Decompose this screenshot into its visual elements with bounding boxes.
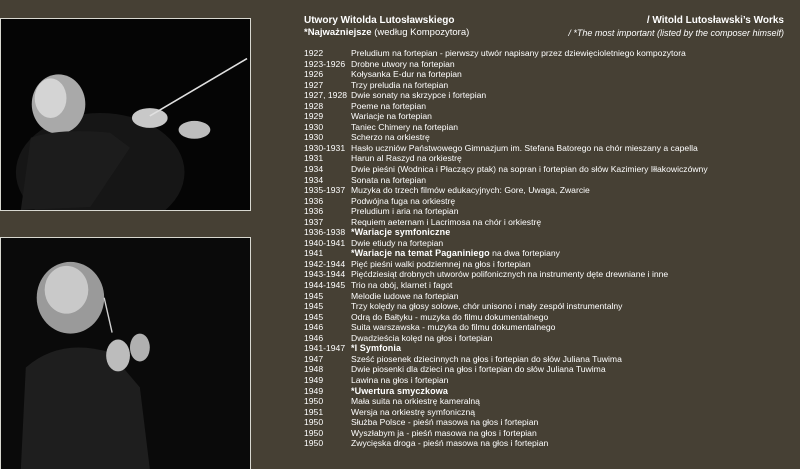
list-item bbox=[304, 354, 794, 365]
work-year: 1942-1944 bbox=[304, 258, 346, 269]
list-item bbox=[304, 111, 794, 122]
work-title bbox=[351, 206, 458, 217]
work-title bbox=[351, 175, 426, 186]
list-item bbox=[304, 143, 794, 154]
work-title-rest: na dwa fortepiany bbox=[489, 248, 560, 259]
work-title-text: Podwójna fuga na orkiestrę bbox=[351, 195, 456, 206]
work-title-text: Trzy kolędy na głosy solowe, chór unisono i mały zespół instrumentalny bbox=[351, 301, 623, 312]
work-title bbox=[351, 122, 458, 133]
page-title-en: / Witold Lutosławski’s Works bbox=[646, 15, 784, 26]
work-title bbox=[351, 90, 486, 101]
work-year: 1930 bbox=[304, 121, 324, 132]
list-item bbox=[304, 375, 794, 386]
work-year: 1929 bbox=[304, 111, 324, 122]
work-year: 1936-1938 bbox=[304, 227, 346, 238]
work-title-text: Odrą do Bałtyku - muzyka do filmu dokumentalnego bbox=[351, 311, 549, 322]
list-item bbox=[304, 59, 794, 70]
list-item bbox=[304, 301, 794, 312]
list-item bbox=[304, 90, 794, 101]
work-title-text: Trio na obój, klarnet i fagot bbox=[351, 280, 453, 291]
work-title bbox=[351, 80, 448, 91]
work-title-text: Służba Polsce - pieśń masowa na głos i fortepian bbox=[351, 417, 539, 428]
work-title bbox=[351, 280, 452, 291]
work-title bbox=[351, 185, 590, 196]
work-title bbox=[351, 238, 443, 249]
work-year: 1926 bbox=[304, 69, 324, 80]
work-title bbox=[351, 217, 541, 228]
work-title bbox=[351, 248, 560, 259]
work-title bbox=[351, 259, 531, 270]
work-title-text: Dwie etiudy na fortepian bbox=[351, 237, 444, 248]
list-item bbox=[304, 80, 794, 91]
work-year: 1946 bbox=[304, 332, 324, 343]
work-title-text: Wersja na orkiestrę symfoniczną bbox=[351, 406, 476, 417]
list-item bbox=[304, 217, 794, 228]
work-title bbox=[351, 69, 462, 80]
list-item bbox=[304, 122, 794, 133]
subtitle-en: / *The most important (listed by the composer himself) bbox=[568, 28, 784, 38]
list-item bbox=[304, 238, 794, 249]
work-title bbox=[351, 59, 455, 70]
work-year: 1951 bbox=[304, 406, 324, 417]
work-title bbox=[351, 396, 480, 407]
work-year: 1950 bbox=[304, 417, 324, 428]
work-title bbox=[351, 333, 492, 344]
work-title-text: Taniec Chimery na fortepian bbox=[351, 121, 458, 132]
work-year: 1945 bbox=[304, 311, 324, 322]
work-title bbox=[351, 143, 698, 154]
list-item bbox=[304, 196, 794, 207]
list-item bbox=[304, 386, 794, 397]
work-title-text: Scherzo na orkiestrę bbox=[351, 132, 430, 143]
subtitle-pl-important: *Najważniejsze bbox=[304, 27, 372, 38]
work-title-text: Requiem aeternam i Lacrimosa na chór i orkiestrę bbox=[351, 216, 542, 227]
work-title-text: Kołysanka E-dur na fortepian bbox=[351, 69, 462, 80]
work-title-text: Dwie pieśni (Wodnica i Płaczący ptak) na sopran i fortepian do słów Kazimiery Iłłakowiczówny bbox=[351, 164, 708, 175]
work-title bbox=[351, 312, 548, 323]
list-item bbox=[304, 48, 794, 59]
work-title-text: Poeme na fortepian bbox=[351, 100, 427, 111]
work-title-text: Dwie sonaty na skrzypce i fortepian bbox=[351, 90, 487, 101]
works-list bbox=[304, 48, 794, 449]
work-year: 1935-1937 bbox=[304, 185, 346, 196]
work-title-text: Sonata na fortepian bbox=[351, 174, 427, 185]
work-title-text: Preludium na fortepian - pierwszy utwór napisany przez dziewięcioletniego kompozytora bbox=[351, 48, 686, 58]
work-title-text: Pięćdziesiąt drobnych utworów polifonicznych na instrumenty dęte drewniane i inne bbox=[351, 269, 669, 280]
work-title bbox=[351, 375, 448, 386]
work-year: 1944-1945 bbox=[304, 280, 346, 291]
work-year: 1931 bbox=[304, 153, 324, 164]
list-item bbox=[304, 227, 794, 238]
list-item bbox=[304, 333, 794, 344]
work-year: 1947 bbox=[304, 353, 324, 364]
work-title-text: Muzyka do trzech filmów edukacyjnych: Gore, Uwaga, Zwarcie bbox=[351, 185, 590, 196]
conductor-photo-bottom bbox=[0, 237, 251, 469]
list-item bbox=[304, 438, 794, 449]
list-item bbox=[304, 153, 794, 164]
work-year: 1928 bbox=[304, 100, 324, 111]
work-title-text: Zwycięska droga - pieśń masowa na głos i fortepian bbox=[351, 438, 549, 449]
list-item bbox=[304, 269, 794, 280]
work-year: 1945 bbox=[304, 290, 324, 301]
work-year: 1936 bbox=[304, 206, 324, 217]
list-item bbox=[304, 175, 794, 186]
work-title-text: Dwadzieścia kolęd na głos i fortepian bbox=[351, 332, 493, 343]
list-item bbox=[304, 101, 794, 112]
work-title bbox=[351, 48, 686, 59]
work-title-text: Mała suita na orkiestrę kameralną bbox=[351, 396, 480, 407]
work-year: 1940-1941 bbox=[304, 237, 346, 248]
work-title bbox=[351, 438, 548, 449]
work-year: 1936 bbox=[304, 195, 324, 206]
work-year: 1927, 1928 bbox=[304, 90, 348, 101]
list-item bbox=[304, 417, 794, 428]
work-title bbox=[351, 227, 450, 238]
work-title-important: *Uwertura smyczkowa bbox=[351, 385, 448, 396]
work-title bbox=[351, 291, 459, 302]
work-title bbox=[351, 153, 462, 164]
list-item bbox=[304, 396, 794, 407]
work-title-text: Wyszłabym ja - pieśń masowa na głos i fortepian bbox=[351, 427, 537, 438]
list-item bbox=[304, 364, 794, 375]
work-title-important: *I Symfonia bbox=[351, 343, 402, 354]
subtitle-pl-note: (według Kompozytora) bbox=[374, 27, 470, 38]
list-item bbox=[304, 259, 794, 270]
work-title bbox=[351, 111, 432, 122]
page-title-pl: Utwory Witolda Lutosławskiego bbox=[304, 15, 455, 26]
work-year: 1941 bbox=[304, 248, 324, 259]
work-title bbox=[351, 269, 668, 280]
work-title bbox=[351, 322, 555, 333]
work-title bbox=[351, 354, 622, 365]
list-item bbox=[304, 132, 794, 143]
work-year: 1923-1926 bbox=[304, 58, 346, 69]
work-year: 1949 bbox=[304, 374, 324, 385]
work-year: 1927 bbox=[304, 79, 324, 90]
work-year: 1945 bbox=[304, 301, 324, 312]
list-item bbox=[304, 312, 794, 323]
list-item bbox=[304, 322, 794, 333]
list-item bbox=[304, 248, 794, 259]
work-year: 1930 bbox=[304, 132, 324, 143]
list-item bbox=[304, 69, 794, 80]
work-title-text: Trzy preludia na fortepian bbox=[351, 79, 449, 90]
work-year: 1950 bbox=[304, 438, 324, 449]
work-title-text: Dwie piosenki dla dzieci na głos i fortepian do słów Juliana Tuwima bbox=[351, 364, 606, 375]
work-title-text: Preludium i aria na fortepian bbox=[351, 206, 459, 217]
work-title-text: Hasło uczniów Państwowego Gimnazjum im. Stefana Batorego na chór mieszany a capella bbox=[351, 142, 698, 153]
work-title bbox=[351, 301, 622, 312]
list-item bbox=[304, 280, 794, 291]
work-year: 1948 bbox=[304, 364, 324, 375]
work-title-text: Suita warszawska - muzyka do filmu dokumentalnego bbox=[351, 322, 556, 333]
work-title bbox=[351, 196, 455, 207]
work-year: 1930-1931 bbox=[304, 142, 346, 153]
work-year: 1934 bbox=[304, 164, 324, 175]
work-title-important: *Wariacje symfoniczne bbox=[351, 227, 451, 238]
list-item bbox=[304, 343, 794, 354]
list-item bbox=[304, 185, 794, 196]
work-year: 1950 bbox=[304, 427, 324, 438]
work-title bbox=[351, 428, 537, 439]
work-title bbox=[351, 407, 475, 418]
work-title bbox=[351, 364, 606, 375]
work-year: 1937 bbox=[304, 216, 324, 227]
work-title-text: Pięć pieśni walki podziemnej na głos i fortepian bbox=[351, 258, 531, 269]
work-title-text: Lawina na głos i fortepian bbox=[351, 374, 449, 385]
work-year: 1941-1947 bbox=[304, 343, 346, 354]
list-item bbox=[304, 164, 794, 175]
work-title-text: Harun al Raszyd na orkiestrę bbox=[351, 153, 462, 164]
list-item bbox=[304, 291, 794, 302]
work-year: 1934 bbox=[304, 174, 324, 185]
work-year: 1943-1944 bbox=[304, 269, 346, 280]
work-title bbox=[351, 386, 448, 397]
work-title-text: Drobne utwory na fortepian bbox=[351, 58, 455, 69]
work-title bbox=[351, 343, 401, 354]
work-year: 1949 bbox=[304, 385, 324, 396]
header-english bbox=[524, 15, 784, 39]
work-year: 1950 bbox=[304, 396, 324, 407]
work-year: 1922 bbox=[304, 48, 324, 58]
work-title-text: Melodie ludowe na fortepian bbox=[351, 290, 459, 301]
work-title-important: *Wariacje na temat Paganiniego bbox=[351, 248, 490, 259]
list-item bbox=[304, 206, 794, 217]
work-title bbox=[351, 101, 426, 112]
work-title bbox=[351, 417, 538, 428]
work-year: 1946 bbox=[304, 322, 324, 333]
work-title-text: Sześć piosenek dziecinnych na głos i fortepian do słów Juliana Tuwima bbox=[351, 353, 622, 364]
list-item bbox=[304, 407, 794, 418]
work-title-text: Wariacje na fortepian bbox=[351, 111, 432, 122]
work-title bbox=[351, 164, 708, 175]
conductor-photo-top bbox=[0, 18, 251, 211]
list-item bbox=[304, 428, 794, 439]
work-title bbox=[351, 132, 430, 143]
